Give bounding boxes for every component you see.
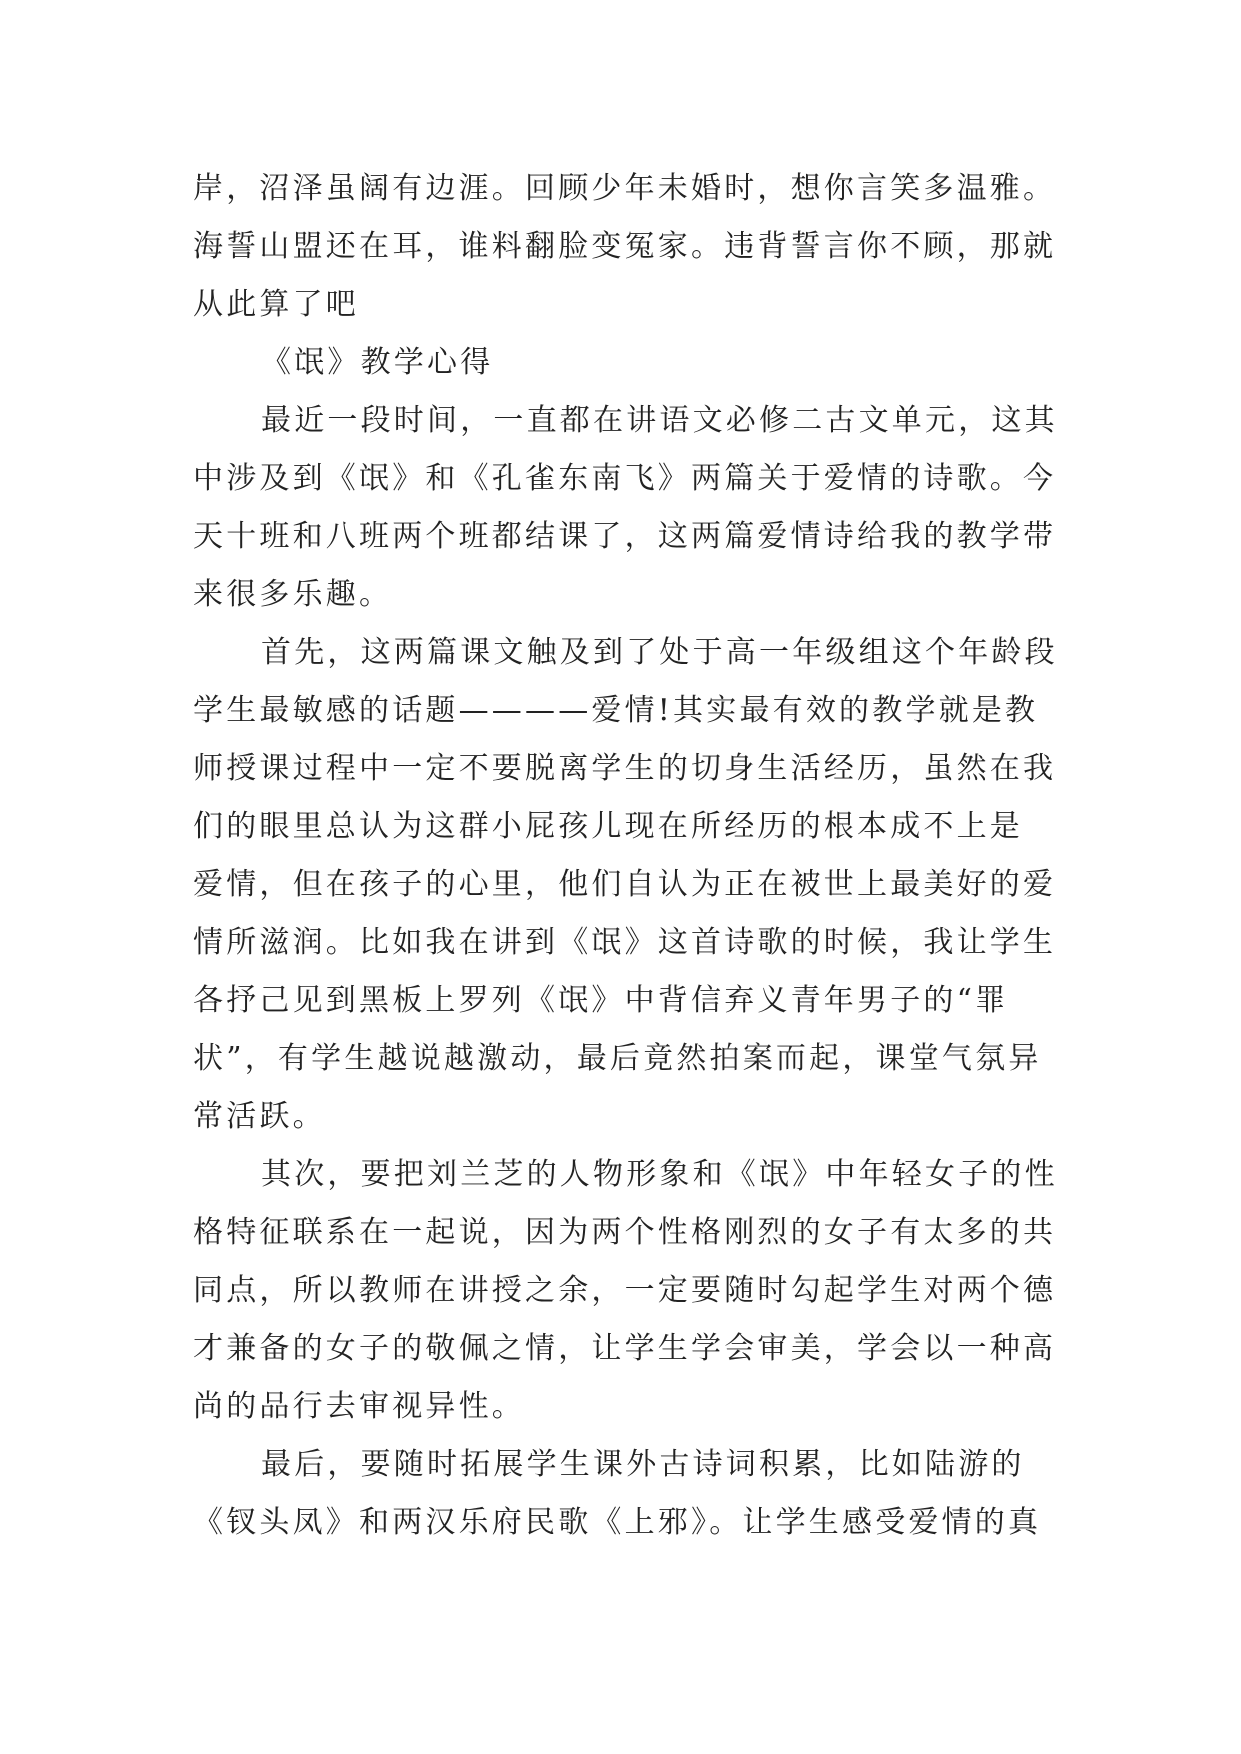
text-line: 才兼备的女子的敬佩之情，让学生学会审美，学会以一种高 bbox=[193, 1331, 1057, 1366]
text-line: 其次，要把刘兰芝的人物形象和《氓》中年轻女子的性 bbox=[261, 1157, 1058, 1192]
text-line: 格特征联系在一起说，因为两个性格刚烈的女子有太多的共 bbox=[193, 1215, 1057, 1250]
text-line: 们的眼里总认为这群小屁孩儿现在所经历的根本成不上是 bbox=[193, 809, 1023, 844]
text-line: 同点，所以教师在讲授之余，一定要随时勾起学生对两个德 bbox=[193, 1273, 1057, 1308]
text-line: 来很多乐趣。 bbox=[193, 577, 393, 612]
section-title: 《氓》教学心得 bbox=[261, 345, 494, 380]
text-line: 学生最敏感的话题————爱情!其实最有效的教学就是教 bbox=[193, 693, 1039, 728]
text-line: 《钗头凤》和两汉乐府民歌《上邪》。让学生感受爱情的真 bbox=[193, 1505, 1042, 1540]
text-line: 岸，沼泽虽阔有边涯。回顾少年未婚时，想你言笑多温雅。 bbox=[193, 171, 1057, 206]
text-line: 爱情，但在孩子的心里，他们自认为正在被世上最美好的爱 bbox=[193, 867, 1057, 902]
text-line: 首先，这两篇课文触及到了处于高一年级组这个年龄段 bbox=[261, 635, 1058, 670]
text-line: 海誓山盟还在耳，谁料翻脸变冤家。违背誓言你不顾，那就 bbox=[193, 229, 1057, 264]
text-line: 情所滋润。比如我在讲到《氓》这首诗歌的时候，我让学生 bbox=[193, 925, 1057, 960]
text-line: 最后，要随时拓展学生课外古诗词积累，比如陆游的 bbox=[261, 1447, 1025, 1482]
text-line: 状”，有学生越说越激动，最后竟然拍案而起，课堂气氛异 bbox=[193, 1041, 1042, 1076]
text-line: 尚的品行去审视异性。 bbox=[193, 1389, 525, 1424]
text-line: 常活跃。 bbox=[193, 1099, 326, 1134]
document-body bbox=[193, 160, 1073, 1552]
text-line: 师授课过程中一定不要脱离学生的切身生活经历，虽然在我 bbox=[193, 751, 1057, 786]
text-line: 中涉及到《氓》和《孔雀东南飞》两篇关于爱情的诗歌。今 bbox=[193, 461, 1057, 496]
text-line: 各抒己见到黑板上罗列《氓》中背信弃义青年男子的“罪 bbox=[193, 983, 1009, 1018]
text-line: 最近一段时间，一直都在讲语文必修二古文单元，这其 bbox=[261, 403, 1058, 438]
text-line: 从此算了吧 bbox=[193, 287, 359, 322]
text-line: 天十班和八班两个班都结课了，这两篇爱情诗给我的教学带 bbox=[193, 519, 1057, 554]
